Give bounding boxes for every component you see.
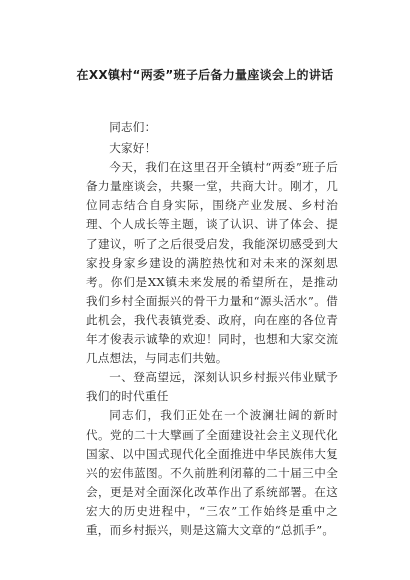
document-title: 在XX镇村“两委”班子后备力量座谈会上的讲话 — [76, 68, 334, 82]
salutation: 同志们： — [109, 120, 157, 134]
paragraph-section-1: 同志们，我们正处在一个波澜壮阔的新时代。党的二十大擘画了全面建设社会主义现代化国家、以中国式现代化全面推进中华民族伟大复兴的宏伟蓝图。不久前胜利闭幕的二十届三中全会，更是对全面深化改革作出了系统部署。在这宏大的历史进程中，“三农”工作始终是重中之重，而乡村振兴，则是这篇大文章的“总抓手”。 — [86, 408, 338, 537]
section-heading-1: 一、登高望远，深刻认识乡村振兴伟业赋予我们的时代重任 — [86, 370, 338, 404]
greeting: 大家好！ — [109, 141, 157, 156]
paragraph-intro: 今天，我们在这里召开全镇村“两委”班子后备力量座谈会，共聚一堂，共商大计。刚才，几位同志结合自身实际，围绕产业发展、乡村治理、个人成长等主题，谈了认识、讲了体会、提了建议，听了之后很受启发，我能深切感受到大家投身家乡建设的满腔热忱和对未来的深刻思考。你们是XX镇未来发展的希望所在，是推动我们乡村全面振兴的骨干力量和“源头活水”。借此机会，我代表镇党委、政府，向在座的各位青年才俊表示诚挚的欢迎！同时，也想和大家交流几点想法，与同志们共勉。 — [86, 160, 338, 366]
document-body — [86, 118, 338, 540]
